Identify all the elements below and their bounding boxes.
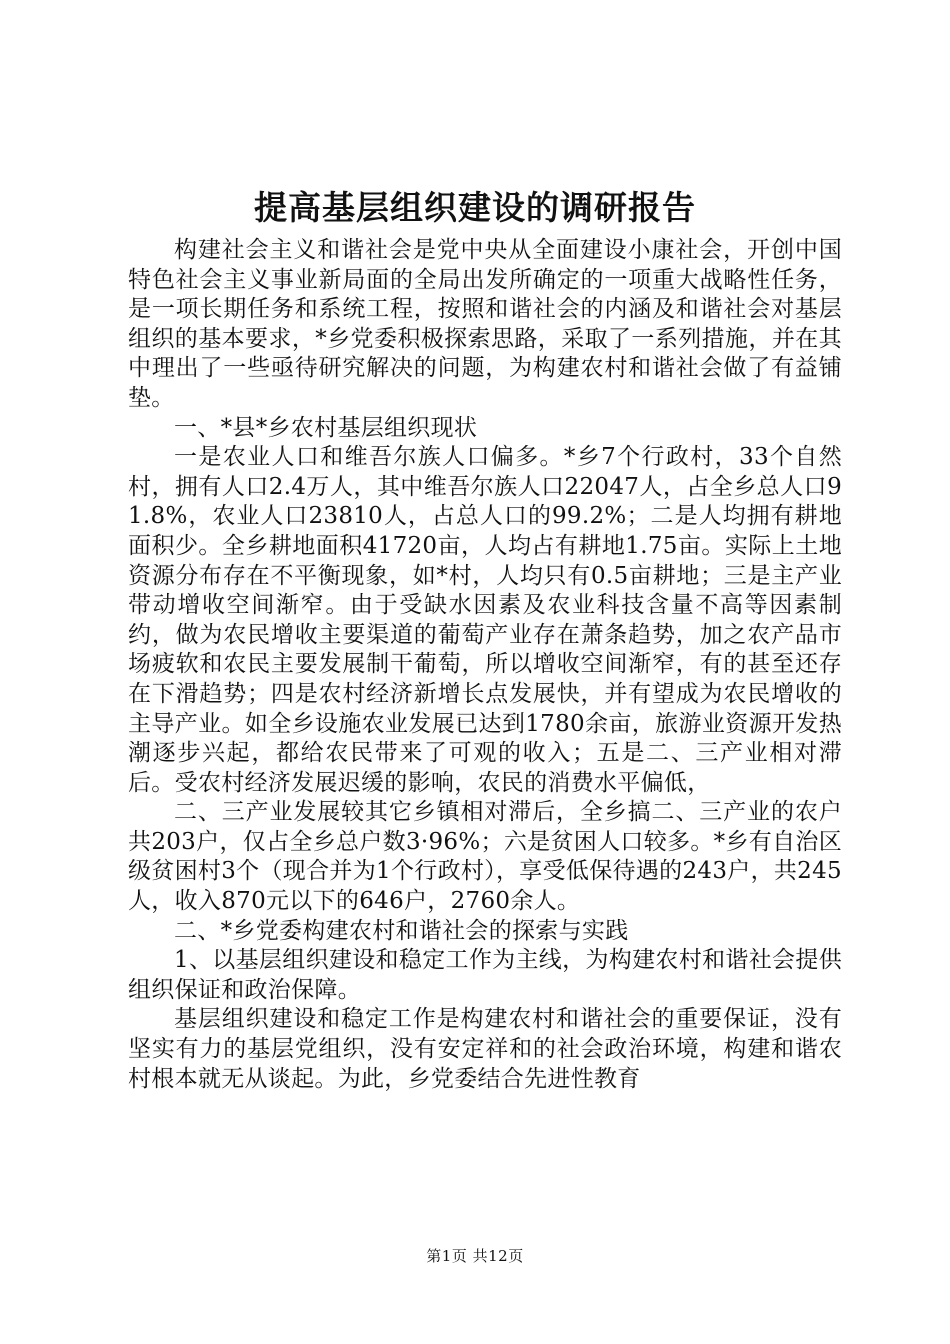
section-heading-2: 二、*乡党委构建农村和谐社会的探索与实践 [174, 917, 629, 944]
document-title: 提高基层组织建设的调研报告 [254, 188, 696, 227]
section-heading-1: 一、*县*乡农村基层组织现状 [174, 414, 478, 441]
page-footer: 第1页 共12页 [426, 1247, 524, 1265]
status-paragraph: 一是农业人口和维吾尔族人口偏多。*乡7个行政村，33个自然村，拥有人口2.4万人，其中维吾尔族人口22047人，占全乡总人口91.8%，农业人口23810人，占总人口的99.2%；二是人均拥有耕地面积少。全乡耕地面积41720亩，人均占有耕地1.75亩。实际上土地资源分布存在不平衡现象，如*村，人均只有0.5亩耕地；三是主产业带动增收空间渐窄。由于受缺水因素及农业科技含量不高等因素制约，做为农民增收主要渠道的葡萄产业存在萧条趋势，加之农产品市场疲软和农民主要发展制干葡萄，所以增收空间渐窄，有的甚至还存在下滑趋势；四是农村经济新增长点发展快，并有望成为农民增收的主导产业。如全乡设施农业发展已达到1780余亩，旅游业资源开发热潮逐步兴起，都给农民带来了可观的收入；五是二、三产业相对滞后。受农村经济发展迟缓的影响，农民的消费水平偏低， [128, 444, 842, 796]
industry-paragraph: 二、三产业发展较其它乡镇相对滞后，全乡搞二、三产业的农户共203户，仅占全乡总户数3·96%；六是贫困人口较多。*乡有自治区级贫困村3个（现合并为1个行政村），享受低保待遇的243户，共245人，收入870元以下的646户，2760余人。 [128, 799, 842, 915]
intro-paragraph: 构建社会主义和谐社会是党中央从全面建设小康社会，开创中国特色社会主义事业新局面的全局出发所确定的一项重大战略性任务，是一项长期任务和系统工程，按照和谐社会的内涵及和谐社会对基层组织的基本要求，*乡党委积极探索思路，采取了一系列措施，并在其中理出了一些亟待研究解决的问题，为构建农村和谐社会做了有益铺垫。 [128, 237, 842, 411]
organization-paragraph: 基层组织建设和稳定工作是构建农村和谐社会的重要保证，没有坚实有力的基层党组织，没有安定祥和的社会政治环境，构建和谐农村根本就无从谈起。为此，乡党委结合先进性教育 [128, 1006, 842, 1092]
subsection-heading-1: 1、以基层组织建设和稳定工作为主线，为构建农村和谐社会提供组织保证和政治保障。 [128, 947, 842, 1003]
document-body [128, 236, 842, 1094]
